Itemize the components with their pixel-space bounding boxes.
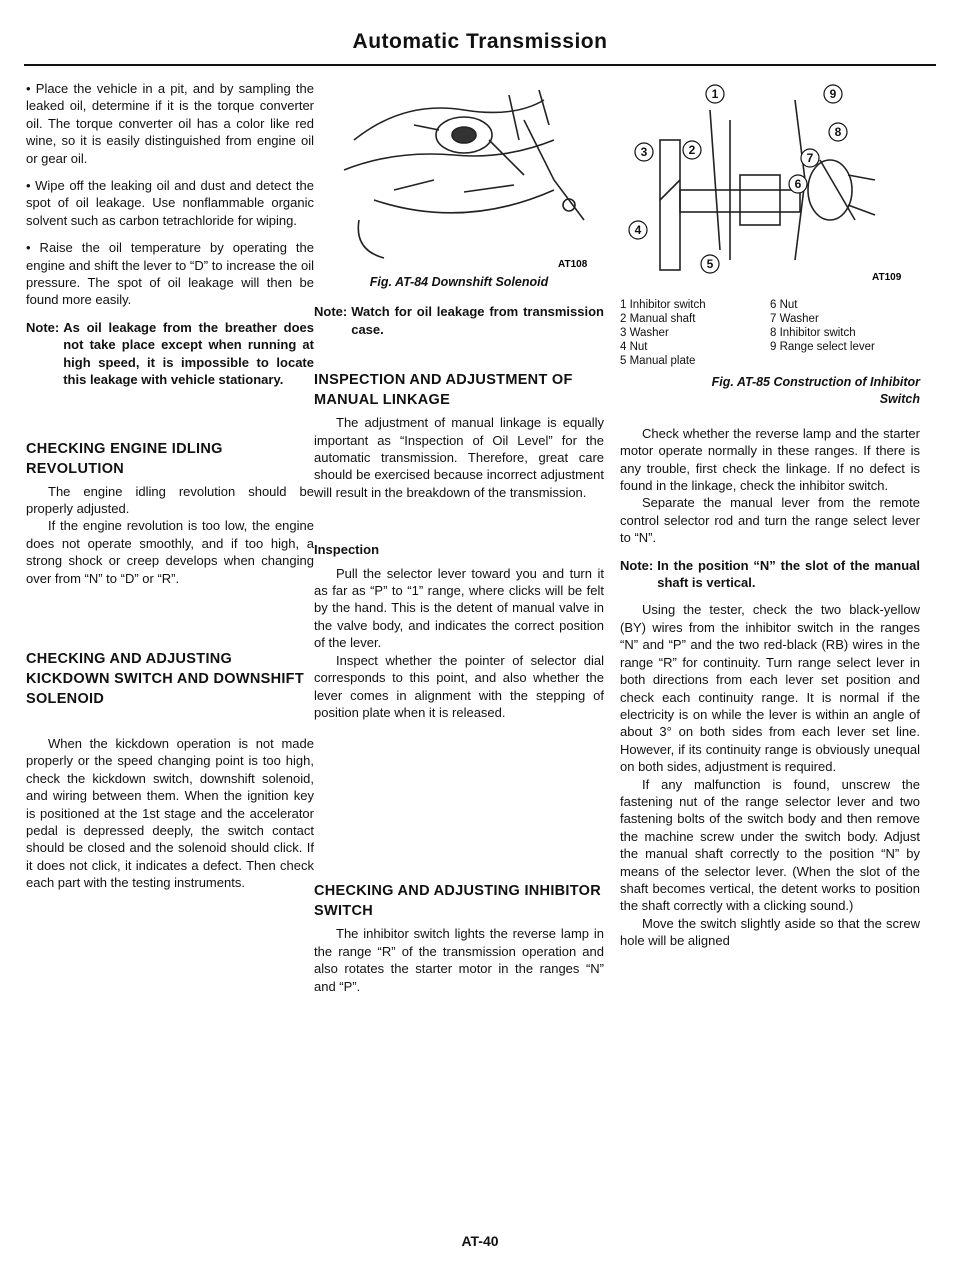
legend-item: 3 Washer: [620, 327, 669, 339]
figure-code: AT108: [558, 259, 588, 270]
callout-3: 3: [640, 145, 648, 159]
note-slot-vertical: [620, 557, 920, 592]
heading-inspection: Inspection: [314, 542, 380, 558]
page-number: AT-40: [461, 1233, 499, 1249]
column-middle: [314, 80, 604, 995]
callout-9: 9: [829, 87, 837, 101]
body-paragraph: Move the switch slightly aside so that the screw hole will be aligned: [620, 915, 920, 949]
figure-inhibitor-switch: [620, 80, 920, 290]
note-transmission-case: [314, 303, 604, 338]
legend-item: 2 Manual shaft: [620, 313, 696, 325]
note-breather: [26, 319, 314, 389]
callout-1: 1: [711, 87, 719, 101]
body-paragraph: If the engine revolution is too low, the engine does not operate smoothly, and if too high, a strong shock or creep develops when changing over from “N” to “D” or “R”.: [26, 518, 314, 586]
body-paragraph: Separate the manual lever from the remote control selector rod and turn the range select lever to “N”.: [620, 495, 920, 546]
note-text: As oil leakage from the breather does not take place except when running at high speed, it is impossible to locate this leakage with vehicle stationary.: [63, 319, 314, 388]
heading-inhibitor-switch: CHECKING AND ADJUSTING INHIBITOR SWITCH: [314, 883, 601, 920]
body-paragraph: The inhibitor switch lights the reverse lamp in the range “R” of the transmission operation and also rotates the starter motor in the ranges “N” and “P”.: [314, 926, 604, 994]
figure-legend: [620, 298, 920, 368]
body-paragraph: Check whether the reverse lamp and the starter motor operate normally in these ranges. If there is any trouble, first check the linkage. If no defect is found in the linkage, check the inhibitor switch.: [620, 425, 920, 494]
note-text: In the position “N” the slot of the manual shaft is vertical.: [657, 557, 920, 591]
heading-manual-linkage: INSPECTION AND ADJUSTMENT OF MANUAL LINKAGE: [314, 372, 573, 409]
body-paragraph: The adjustment of manual linkage is equally important as “Inspection of Oil Level” for the automatic transmission. Therefore, great care should be exercised because incorrect adjustment will result in the breakdown of the transmission.: [314, 415, 604, 500]
legend-item: 7 Washer: [770, 313, 819, 325]
body-paragraph: If any malfunction is found, unscrew the fastening nut of the range selector lever and two fastening bolts of the switch body and then remove the machine screw under the switch body. Adjust the manual shaft correctly to the position “N” by means of the selector lever. (When the slot of the shaft becomes vertical, the detent works to position the shaft correctly with a clicking sound.): [620, 776, 920, 914]
page-header-title: Automatic Transmission: [352, 30, 608, 53]
column-left: [26, 80, 314, 892]
body-paragraph: Pull the selector lever toward you and turn it as far as “P” to “1” range, where clicks will be felt by the hand. This is the detent of manual valve in the valve body, and indicates the correct position of the lever.: [314, 565, 604, 651]
body-paragraph: Using the tester, check the two black-yellow (BY) wires from the inhibitor switch in the ranges “N” and “P” and the two red-black (RB) wires in the range “R” for continuity. Turn range select lever in both directions from each lever set position and check each continuity range. It is normal if the electricity is on while the lever is within an angle of about 3° on both sides from each lever set line. However, if its continuity range is obviously unequal on both sides, adjustment is required.: [620, 602, 920, 775]
legend-item: 5 Manual plate: [620, 355, 696, 367]
callout-5: 5: [706, 257, 714, 271]
legend-item: [770, 354, 920, 368]
callout-2: 2: [688, 143, 696, 157]
heading-kickdown: CHECKING AND ADJUSTING KICKDOWN SWITCH AND DOWNSHIFT SOLENOID: [26, 650, 304, 707]
callout-6: 6: [794, 177, 802, 191]
legend-item: 6 Nut: [770, 299, 798, 311]
legend-item: 8 Inhibitor switch: [770, 327, 856, 339]
figure-code: AT109: [872, 272, 902, 283]
figure-caption: Fig. AT-84 Downshift Solenoid: [369, 275, 549, 289]
downshift-solenoid-illustration: [314, 80, 604, 270]
bullet-paragraph: • Raise the oil temperature by operating the engine and shift the lever to “D” to increase the oil pressure. The spot of oil leakage will then be found more easily.: [26, 240, 314, 308]
figure-caption-line: Fig. AT-85 Construction of Inhibitor: [711, 375, 920, 389]
column-right: [620, 80, 920, 950]
figure-caption-line: Switch: [879, 392, 920, 407]
header-rule: [24, 64, 936, 66]
note-label: Note:: [620, 557, 654, 573]
legend-item: 4 Nut: [620, 341, 648, 353]
legend-item: 9 Range select lever: [770, 341, 875, 353]
callout-4: 4: [634, 223, 642, 237]
body-paragraph: The engine idling revolution should be properly adjusted.: [26, 483, 314, 516]
heading-idling: CHECKING ENGINE IDLING REVOLUTION: [26, 440, 223, 477]
body-paragraph: When the kickdown operation is not made properly or the speed changing point is too high, check the kickdown switch, downshift solenoid, and wiring between them. When the ignition key is positioned at the 1st stage and the accelerator pedal is depressed deeply, the switch contact should be closed and the solenoid should click. If it does not click, it indicates a defect. Then check each part with the testing instruments.: [26, 735, 314, 891]
figure-downshift-solenoid: [314, 80, 604, 270]
note-text: Watch for oil leakage from transmission case.: [351, 304, 604, 337]
note-label: Note:: [26, 319, 60, 335]
legend-item: 1 Inhibitor switch: [620, 299, 706, 311]
callout-7: 7: [806, 151, 814, 165]
bullet-paragraph: • Wipe off the leaking oil and dust and detect the spot of oil leakage. Use nonflammable organic solvent such as carbon tetrachloride for wiping.: [26, 178, 314, 228]
note-label: Note:: [314, 304, 348, 320]
figure-caption: [620, 374, 920, 409]
callout-8: 8: [834, 125, 842, 139]
inhibitor-switch-illustration: [620, 80, 920, 290]
body-paragraph: Inspect whether the pointer of selector dial corresponds to this point, and also whether the lever comes in alignment with the stepping of position plate when it is released.: [314, 652, 604, 720]
bullet-paragraph: • Place the vehicle in a pit, and by sampling the leaked oil, determine if it is the torque converter oil. The torque converter oil has a color like red wine, so it is easily distinguished from engine oil or gear oil.: [26, 81, 314, 166]
